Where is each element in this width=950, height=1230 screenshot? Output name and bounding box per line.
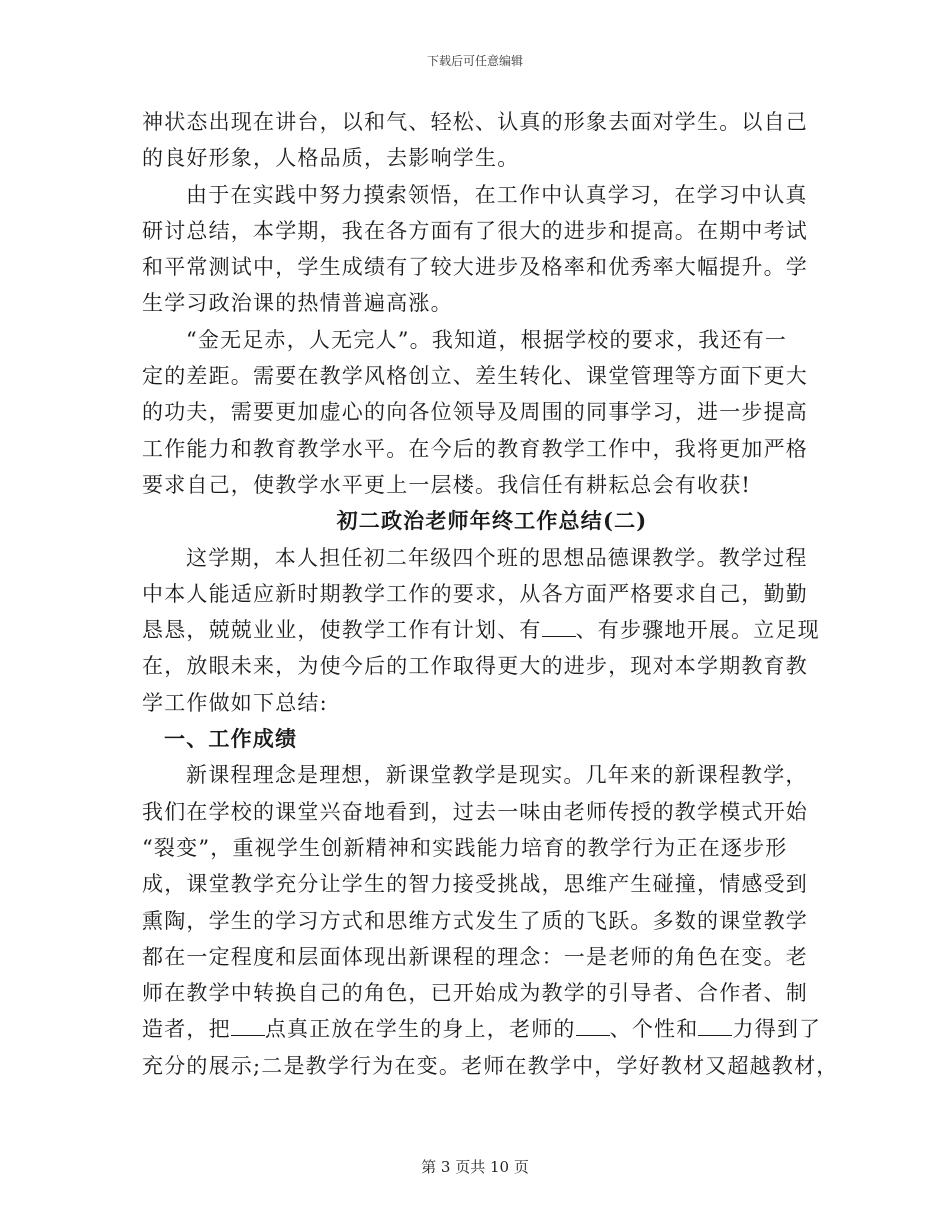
paragraph-line: 研讨总结，本学期，我在各方面有了很大的进步和提高。在期中考试	[142, 218, 808, 243]
paragraph-line: 熏陶，学生的学习方式和思维方式发生了质的飞跃。多数的课堂教学	[142, 908, 808, 933]
paragraph-line: 要求自己，使教学水平更上一层楼。我信任有耕耘总会有收获!	[142, 472, 752, 497]
fill-blank	[698, 1017, 732, 1036]
paragraph-line: 都在一定程度和层面体现出新课程的理念：一是老师的角色在变。老	[142, 944, 808, 969]
paragraph-line	[142, 1011, 822, 1047]
paragraph-line: “裂变”，重视学生创新精神和实践能力培育的教学行为正在逐步形	[142, 835, 788, 860]
paragraph-line: 新课程理念是理想，新课堂教学是现实。几年来的新课程教学，	[186, 763, 808, 788]
paragraph-line: 由于在实践中努力摸索领悟，在工作中认真学习，在学习中认真	[186, 182, 808, 207]
paragraph-line	[142, 612, 820, 648]
subsection-heading: 一、工作成绩	[164, 726, 298, 752]
paragraph-line: 充分的展示;二是教学行为在变。老师在教学中，学好教材又超越教材，	[142, 1053, 839, 1078]
text-segment: 、有步骤地开展。立足现	[575, 618, 820, 643]
paragraph-line: 在，放眼未来，为使今后的工作取得更大的进步，现对本学期教育教	[142, 654, 808, 679]
paragraph-line: 学工作做如下总结:	[142, 690, 328, 715]
fill-blank	[576, 1017, 610, 1036]
paragraph-line: 师在教学中转换自己的角色，已开始成为教学的引导者、合作者、制	[142, 981, 808, 1006]
paragraph-line: 定的差距。需要在教学风格创立、差生转化、课堂管理等方面下更大	[142, 364, 808, 389]
paragraph-line: 神状态出现在讲台，以和气、轻松、认真的形象去面对学生。以自己	[142, 110, 808, 134]
text-segment: 、个性和	[609, 1017, 699, 1042]
section-title: 初二政治老师年终工作总结(二)	[336, 508, 648, 534]
page-footer: 第 3 页共 10 页	[421, 1158, 529, 1176]
paragraph-line: 我们在学校的课堂兴奋地看到，过去一味由老师传授的教学模式开始	[142, 799, 808, 824]
fill-blank	[231, 1017, 265, 1036]
paragraph-line: 的功夫，需要更加虚心的向各位领导及周围的同事学习，进一步提高	[142, 400, 808, 425]
text-segment: 恳恳，兢兢业业，使教学工作有计划、有	[142, 618, 542, 643]
paragraph-line: 的良好形象，人格品质，去影响学生。	[142, 146, 520, 171]
paragraph-line: 工作能力和教育教学水平。在今后的教育教学工作中，我将更加严格	[142, 436, 808, 461]
paragraph-line: “金无足赤，人无完人”。我知道，根据学校的要求，我还有一	[186, 327, 788, 352]
paragraph-line: 和平常测试中，学生成绩有了较大进步及格率和优秀率大幅提升。学	[142, 255, 808, 280]
text-segment: 点真正放在学生的身上，老师的	[264, 1017, 576, 1042]
fill-blank	[542, 618, 576, 637]
paragraph-line: 中本人能适应新时期教学工作的要求，从各方面严格要求自己，勤勤	[142, 581, 808, 606]
text-segment: 力得到了	[732, 1017, 822, 1042]
paragraph-line: 这学期，本人担任初二年级四个班的思想品德课教学。教学过程	[186, 545, 808, 570]
page-header: 下载后可任意编辑	[426, 54, 523, 68]
text-segment: 造者，把	[142, 1017, 231, 1042]
paragraph-line: 成，课堂教学充分让学生的智力接受挑战，思维产生碰撞，情感受到	[142, 872, 808, 897]
paragraph-line: 生学习政治课的热情普遍高涨。	[142, 291, 453, 316]
document-body	[142, 104, 839, 1084]
